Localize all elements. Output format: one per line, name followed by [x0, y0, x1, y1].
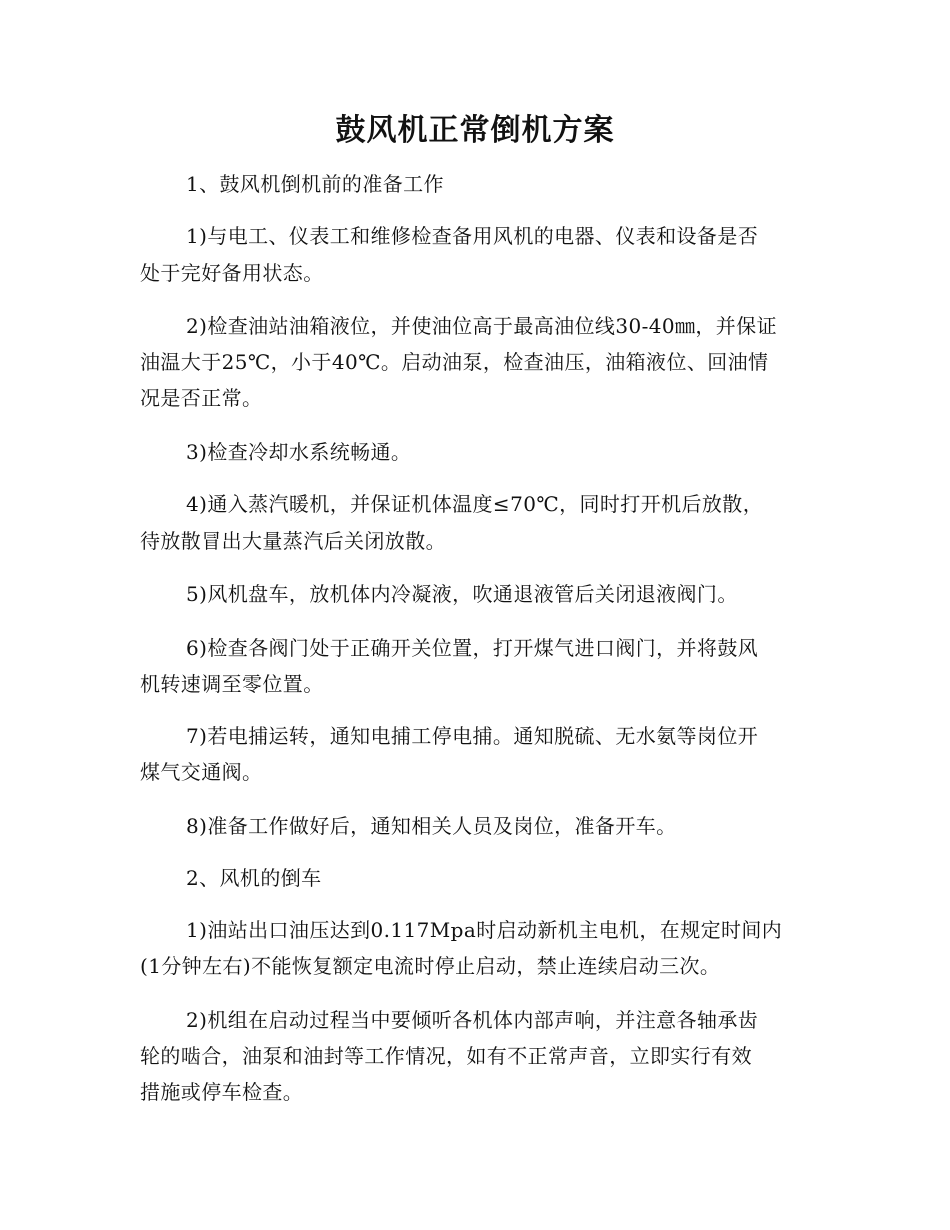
paragraph-line: 1)与电工、仪表工和维修检查备用风机的电器、仪表和设备是否 [186, 224, 759, 248]
paragraph-line: 5)风机盘车，放机体内冷凝液，吹通退液管后关闭退液阀门。 [186, 582, 738, 606]
paragraph-line: 待放散冒出大量蒸汽后关闭放散。 [140, 529, 446, 553]
paragraph-line: 机转速调至零位置。 [140, 672, 324, 696]
paragraph-line: 4)通入蒸汽暖机，并保证机体温度≤70℃，同时打开机后放散， [186, 492, 764, 516]
document-title: 鼓风机正常倒机方案 [335, 113, 615, 148]
section-heading-preparation: 1、鼓风机倒机前的准备工作 [186, 172, 444, 196]
paragraph-line: 处于完好备用状态。 [140, 261, 324, 285]
paragraph-line: 况是否正常。 [140, 386, 263, 410]
paragraph-line: 2)机组在启动过程当中要倾听各机体内部声响，并注意各轴承齿 [186, 1008, 759, 1032]
paragraph-line: 煤气交通阀。 [140, 760, 263, 784]
paragraph-line: 6)检查各阀门处于正确开关位置，打开煤气进口阀门，并将鼓风 [186, 636, 759, 660]
paragraph-line: 油温大于25℃，小于40℃。启动油泵，检查油压，油箱液位、回油情 [140, 350, 769, 374]
paragraph-line: 1)油站出口油压达到0.117Mpa时启动新机主电机，在规定时间内 [186, 918, 783, 942]
paragraph-line: 2)检查油站油箱液位，并使油位高于最高油位线30-40㎜，并保证 [186, 314, 777, 338]
paragraph-line: 7)若电捕运转，通知电捕工停电捕。通知脱硫、无水氨等岗位开 [186, 724, 759, 748]
section-heading-switching: 2、风机的倒车 [186, 866, 322, 890]
paragraph-line: 措施或停车检查。 [140, 1080, 304, 1104]
paragraph-line: (1分钟左右)不能恢复额定电流时停止启动，禁止连续启动三次。 [140, 954, 721, 978]
paragraph-line: 轮的啮合，油泵和油封等工作情况，如有不正常声音，立即实行有效 [140, 1044, 752, 1068]
paragraph-line: 3)检查冷却水系统畅通。 [186, 440, 412, 464]
paragraph-line: 8)准备工作做好后，通知相关人员及岗位，准备开车。 [186, 814, 677, 838]
